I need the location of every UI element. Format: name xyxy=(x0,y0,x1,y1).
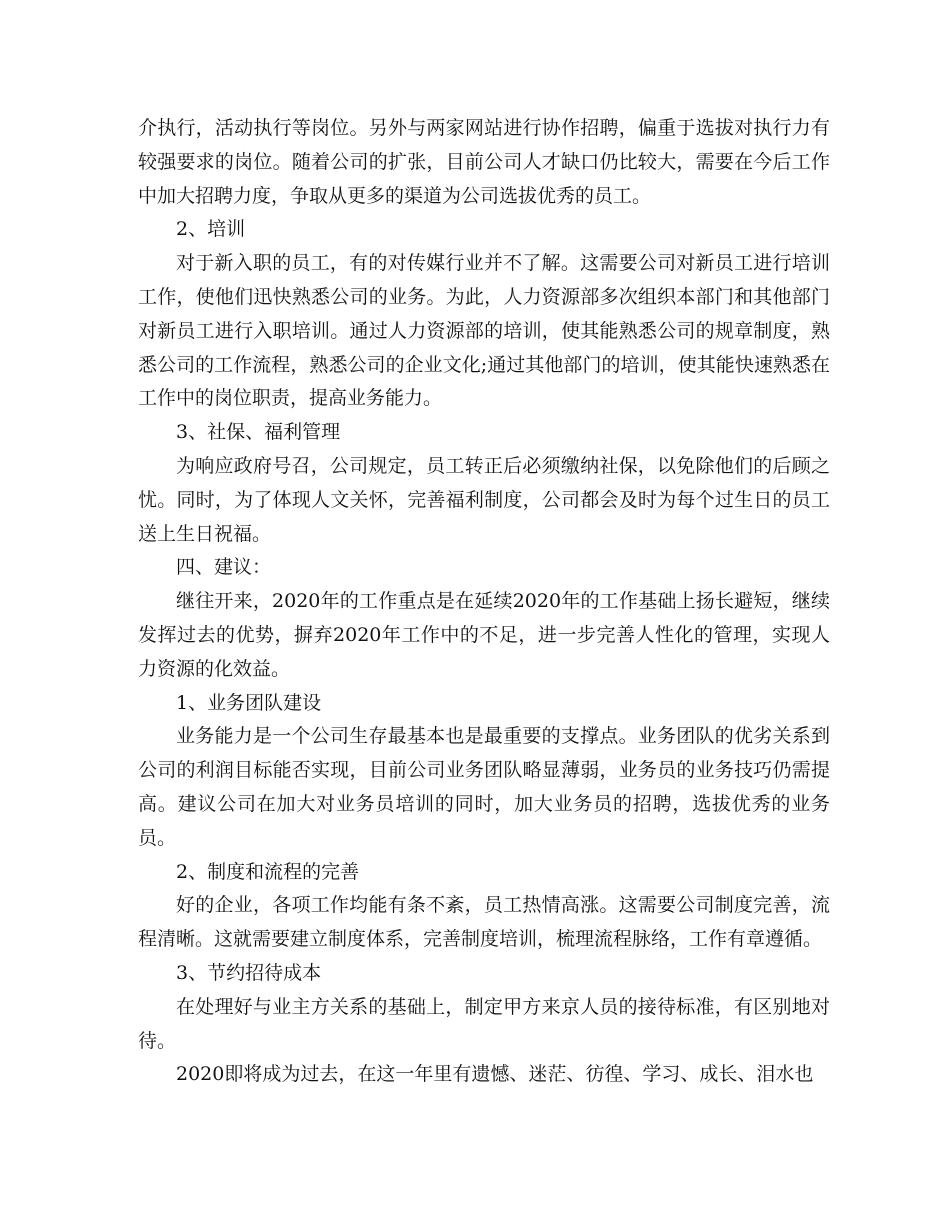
heading-hospitality-cost: 3、节约招待成本 xyxy=(176,961,322,984)
heading-suggestions: 四、建议： xyxy=(176,556,272,579)
heading-training: 2、培训 xyxy=(176,218,246,241)
heading-business-team: 1、业务团队建设 xyxy=(176,691,322,714)
heading-system-process: 2、制度和流程的完善 xyxy=(176,860,360,883)
paragraph-hospitality-cost: 在处理好与业主方关系的基础上，制定甲方来京人员的接待标准，有区别地对待。 xyxy=(138,995,830,1052)
paragraph-social-welfare: 为响应政府号召，公司规定，员工转正后必须缴纳社保，以免除他们的后顾之忧。同时，为了体现人文关怀，完善福利制度，公司都会及时为每个过生日的员工送上生日祝福。 xyxy=(138,454,830,545)
paragraph-suggestions-intro: 继往开来，2020年的工作重点是在延续2020年的工作基础上扬长避短，继续发挥过去的优势，摒弃2020年工作中的不足，进一步完善人性化的管理，实现人力资源的化效益。 xyxy=(138,590,830,680)
paragraph-recruitment-cont: 介执行，活动执行等岗位。另外与两家网站进行协作招聘，偏重于选拔对执行力有较强要求的岗位。随着公司的扩张，目前公司人才缺口仍比较大，需要在今后工作中加大招聘力度，争取从更多的渠道为公司选拔优秀的员工。 xyxy=(138,117,830,207)
paragraph-training: 对于新入职的员工，有的对传媒行业并不了解。这需要公司对新员工进行培训工作，使他们迅快熟悉公司的业务。为此，人力资源部多次组织本部门和其他部门对新员工进行入职培训。通过人力资源部的培训，使其能熟悉公司的规章制度，熟悉公司的工作流程，熟悉公司的企业文化;通过其他部门的培训，使其能快速熟悉在工作中的岗位职责，提高业务能力。 xyxy=(138,252,830,410)
paragraph-business-team: 业务能力是一个公司生存最基本也是最重要的支撑点。业务团队的优劣关系到公司的利润目标能否实现，目前公司业务团队略显薄弱，业务员的业务技巧仍需提高。建议公司在加大对业务员培训的同时，加大业务员的招聘，选拔优秀的业务员。 xyxy=(138,725,830,849)
paragraph-closing: 2020即将成为过去，在这一年里有遗憾、迷茫、彷徨、学习、成长、泪水也 xyxy=(176,1063,814,1086)
paragraph-system-process: 好的企业，各项工作均能有条不紊，员工热情高涨。这需要公司制度完善，流程清晰。这就需要建立制度体系，完善制度培训，梳理流程脉络，工作有章遵循。 xyxy=(138,894,830,951)
document-body xyxy=(138,112,830,1092)
heading-social-welfare: 3、社保、福利管理 xyxy=(176,421,341,444)
